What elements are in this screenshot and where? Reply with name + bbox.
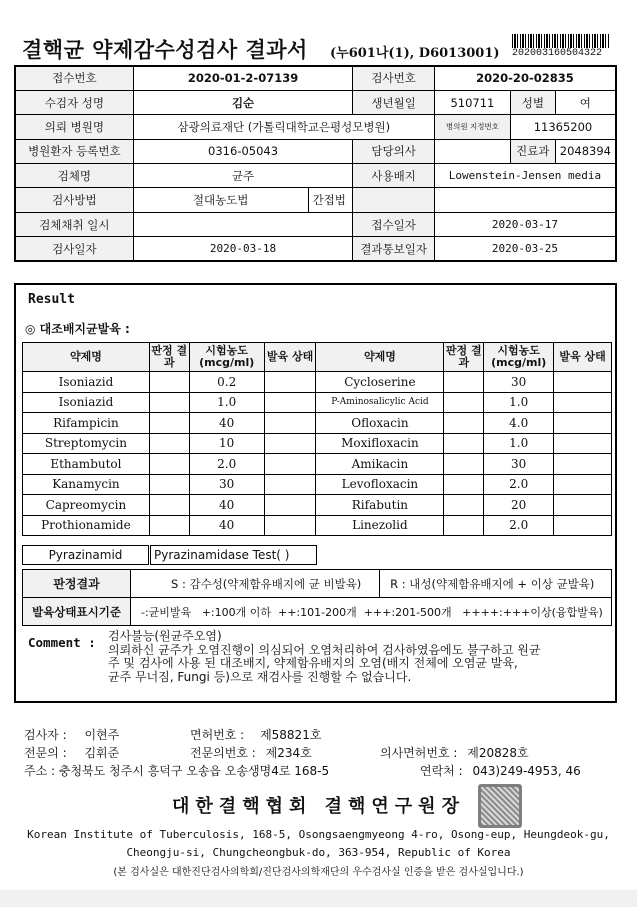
drug-name: Linezolid — [316, 515, 444, 536]
judge-result — [149, 392, 189, 413]
susceptibility-header-row — [23, 343, 612, 372]
growth-status — [554, 454, 612, 475]
patient-name-label: 수검자 성명 — [15, 90, 133, 114]
info-row-registration — [15, 139, 616, 163]
info-row-method — [15, 188, 616, 212]
info-row-receipt — [15, 66, 616, 90]
collection-value — [133, 212, 353, 236]
hospital-code-label: 병의원 지정번호 — [434, 115, 510, 139]
judge-result — [149, 433, 189, 454]
page-bottom-band — [0, 890, 637, 907]
hospital-code-value: 11365200 — [510, 115, 616, 139]
drug-name: Rifampicin — [23, 413, 150, 434]
drug-name: Ofloxacin — [316, 413, 444, 434]
test-concentration: 1.0 — [189, 392, 264, 413]
judge-result — [444, 495, 484, 516]
registration-value: 0316-05043 — [133, 139, 353, 163]
info-row-dates — [15, 237, 616, 261]
english-address-line1: Korean Institute of Tuberculosis, 168-5, Osongsaengmyeong 4-ro, Osong-eup, Heungdeok-gu, — [27, 828, 610, 841]
doctor-license-label: 의사면허번호 : — [380, 746, 458, 760]
test-concentration: 1.0 — [484, 392, 554, 413]
judge-result — [444, 433, 484, 454]
received-date-value: 2020-03-17 — [434, 212, 616, 236]
institute-director-title: 대한결핵협회 결핵연구원장 — [172, 796, 465, 817]
drug-row — [23, 474, 612, 495]
test-concentration: 40 — [189, 413, 264, 434]
doctor-license-info — [380, 744, 529, 761]
drug-row — [23, 372, 612, 393]
department-label: 진료과 — [510, 139, 555, 163]
comment-line: 의뢰하신 균주가 오염진행이 의심되어 오염처리하여 검사하였음에도 불구하고 원균 — [108, 642, 541, 657]
growth-level-1: +:100개 이하 — [201, 605, 271, 619]
test-concentration: 30 — [189, 474, 264, 495]
drug-row — [23, 495, 612, 516]
specimen-label: 검체명 — [15, 164, 133, 188]
specialist-name: 김휘준 — [84, 746, 120, 760]
specimen-value: 균주 — [133, 164, 353, 188]
drug-name: Ethambutol — [23, 454, 150, 475]
drug-row — [23, 515, 612, 536]
drug-name: Cycloserine — [316, 372, 444, 393]
contact-value: 043)249-4953, 46 — [472, 764, 581, 778]
specialist-no-info — [190, 744, 312, 761]
comment-line: 균주 무너짐, Fungi 등)으로 재검사를 진행할 수 없습니다. — [108, 669, 412, 684]
certification-note: (본 검사실은 대한진단검사의학회/진단검사의학재단의 우수검사실 인증을 받은 검사실입니다.) — [113, 867, 524, 878]
receipt-no-label: 접수번호 — [15, 66, 133, 90]
test-concentration: 1.0 — [484, 433, 554, 454]
growth-level-3: +++:201-500개 — [363, 605, 452, 619]
test-concentration: 10 — [189, 433, 264, 454]
judge-result — [444, 454, 484, 475]
pyrazinamide-label: Pyrazinamid — [22, 545, 149, 565]
doctor-label: 담당의사 — [353, 139, 435, 163]
judge-result — [444, 515, 484, 536]
growth-level-2: ++:101-200개 — [277, 605, 357, 619]
document-title: 결핵균 약제감수성검사 결과서 — [22, 37, 308, 62]
judge-header: 판정 결과 — [444, 343, 484, 372]
test-concentration: 40 — [189, 515, 264, 536]
growth-status — [554, 474, 612, 495]
growth-status — [264, 433, 316, 454]
specialist-no-label: 전문의번호 : — [190, 746, 256, 760]
result-heading: Result — [28, 292, 75, 307]
address-value: 충청북도 청주시 흥덕구 오송읍 오송생명4로 168-5 — [58, 764, 330, 778]
test-no-label: 검사번호 — [353, 66, 435, 90]
interpretation-label: 판정결과 — [23, 570, 131, 598]
specialist-no: 제234호 — [265, 746, 312, 760]
growth-status — [554, 413, 612, 434]
info-row-specimen — [15, 164, 616, 188]
hospital-label: 의뢰 병원명 — [15, 115, 133, 139]
growth-status — [554, 495, 612, 516]
judge-result — [149, 413, 189, 434]
growth-level-none: -:균비발육 — [141, 605, 192, 619]
method-label: 검사방법 — [15, 188, 133, 212]
resistant-definition: R : 내성(약제함유배지에 + 이상 균발육) — [380, 570, 612, 598]
susceptibility-table — [22, 342, 612, 536]
conc-header: 시험농도 (mcg/ml) — [484, 343, 554, 372]
patient-info-table — [14, 65, 617, 262]
pyrazinamidase-test: Pyrazinamidase Test( ) — [150, 545, 317, 565]
drug-header: 약제명 — [23, 343, 150, 372]
judge-result — [444, 372, 484, 393]
tester-label: 검사자 : — [24, 728, 67, 742]
growth-status — [264, 454, 316, 475]
drug-name: Streptomycin — [23, 433, 150, 454]
test-date-label: 검사일자 — [15, 237, 133, 261]
method-value-a: 절대농도법 — [133, 188, 308, 212]
comment-body — [108, 630, 608, 684]
test-concentration: 2.0 — [189, 454, 264, 475]
drug-name: Capreomycin — [23, 495, 150, 516]
address-info — [24, 762, 329, 779]
judge-result — [444, 392, 484, 413]
judge-result — [149, 372, 189, 393]
report-date-value: 2020-03-25 — [434, 237, 616, 261]
report-date-label: 결과통보일자 — [353, 237, 435, 261]
drug-name: P-Aminosalicylic Acid — [316, 392, 444, 413]
method-extra-value — [434, 188, 616, 212]
english-address-line2: Cheongju-si, Chungcheongbuk-do, 363-954, Republic of Korea — [126, 846, 511, 859]
patient-name-value: 김순 — [133, 90, 353, 114]
license-number: 제58821호 — [260, 728, 322, 742]
tester-name: 이현주 — [84, 728, 120, 742]
susceptible-definition: S : 감수성(약제함유배지에 균 비발육) — [131, 570, 380, 598]
contact-label: 연락처 : — [420, 764, 463, 778]
contact-info — [420, 762, 581, 779]
tester-info — [24, 726, 119, 743]
comment-line: 검사불능(원균주오염) — [108, 629, 222, 643]
barcode-bars — [512, 34, 610, 48]
growth-status — [264, 474, 316, 495]
doctor-license-number: 제20828호 — [467, 746, 529, 760]
method-value-b: 간접법 — [308, 188, 353, 212]
conc-header: 시험농도 (mcg/ml) — [189, 343, 264, 372]
growth-standard-row — [23, 598, 612, 626]
test-concentration: 40 — [189, 495, 264, 516]
info-row-collection — [15, 212, 616, 236]
method-extra-label — [353, 188, 435, 212]
sex-value: 여 — [555, 90, 616, 114]
info-row-patient — [15, 90, 616, 114]
drug-name: Kanamycin — [23, 474, 150, 495]
judge-result — [444, 474, 484, 495]
drug-name: Moxifloxacin — [316, 433, 444, 454]
drug-header: 약제명 — [316, 343, 444, 372]
growth-status — [264, 515, 316, 536]
growth-status — [554, 433, 612, 454]
drug-row — [23, 392, 612, 413]
judge-result — [149, 474, 189, 495]
test-concentration: 2.0 — [484, 474, 554, 495]
drug-name: Isoniazid — [23, 392, 150, 413]
growth-level-4: ++++:+++이상(융합발육) — [462, 605, 603, 619]
test-concentration: 20 — [484, 495, 554, 516]
judge-result — [149, 454, 189, 475]
drug-name: Isoniazid — [23, 372, 150, 393]
growth-header: 발육 상태 — [554, 343, 612, 372]
growth-standard-label: 발육상태표시기준 — [23, 598, 131, 626]
judge-header: 판정 결과 — [149, 343, 189, 372]
growth-status — [264, 413, 316, 434]
drug-row — [23, 413, 612, 434]
drug-name: Prothionamide — [23, 515, 150, 536]
growth-header: 발육 상태 — [264, 343, 316, 372]
test-concentration: 4.0 — [484, 413, 554, 434]
judge-result — [149, 515, 189, 536]
drug-row — [23, 433, 612, 454]
barcode-number: 202003160504322 — [512, 48, 603, 59]
growth-status — [554, 372, 612, 393]
growth-status — [264, 372, 316, 393]
drug-row — [23, 454, 612, 475]
document-code: (누601나(1), D6013001) — [330, 46, 500, 61]
control-medium-growth: ◎ 대조배지균발육 : — [25, 322, 130, 336]
test-concentration: 0.2 — [189, 372, 264, 393]
growth-status — [264, 495, 316, 516]
growth-status — [554, 392, 612, 413]
test-concentration: 2.0 — [484, 515, 554, 536]
address-label: 주소 : — [24, 764, 56, 778]
test-concentration: 30 — [484, 454, 554, 475]
comment-line: 주 및 검사에 사용 된 대조배지, 약제함유배지의 오염(배지 전체에 오염균 발육, — [108, 656, 518, 670]
info-row-hospital — [15, 115, 616, 139]
test-date-value: 2020-03-18 — [133, 237, 353, 261]
comment-label: Comment : — [28, 635, 96, 650]
growth-status — [264, 392, 316, 413]
specialist-info — [24, 744, 119, 761]
specialist-label: 전문의 : — [24, 746, 67, 760]
birthdate-label: 생년월일 — [353, 90, 435, 114]
interpretation-table — [22, 569, 612, 626]
collection-label: 검체채취 일시 — [15, 212, 133, 236]
license-info — [190, 726, 321, 743]
received-date-label: 접수일자 — [353, 212, 435, 236]
drug-name: Amikacin — [316, 454, 444, 475]
receipt-no-value: 2020-01-2-07139 — [133, 66, 353, 90]
judge-result — [444, 413, 484, 434]
growth-standard-values — [131, 598, 612, 626]
sex-label: 성별 — [510, 90, 555, 114]
drug-name: Rifabutin — [316, 495, 444, 516]
medium-value: Lowenstein-Jensen media — [434, 164, 616, 188]
growth-status — [554, 515, 612, 536]
registration-label: 병원환자 등록번호 — [15, 139, 133, 163]
license-label: 면허번호 : — [190, 728, 245, 742]
barcode — [512, 34, 610, 62]
interpretation-row — [23, 570, 612, 598]
birthdate-value: 510711 — [434, 90, 510, 114]
test-concentration: 30 — [484, 372, 554, 393]
medium-label: 사용배지 — [353, 164, 435, 188]
hospital-value: 삼광의료재단 (가톨릭대학교은평성모병원) — [133, 115, 434, 139]
judge-result — [149, 495, 189, 516]
test-no-value: 2020-20-02835 — [434, 66, 616, 90]
doctor-value — [434, 139, 510, 163]
drug-name: Levofloxacin — [316, 474, 444, 495]
department-value: 2048394 — [555, 139, 616, 163]
